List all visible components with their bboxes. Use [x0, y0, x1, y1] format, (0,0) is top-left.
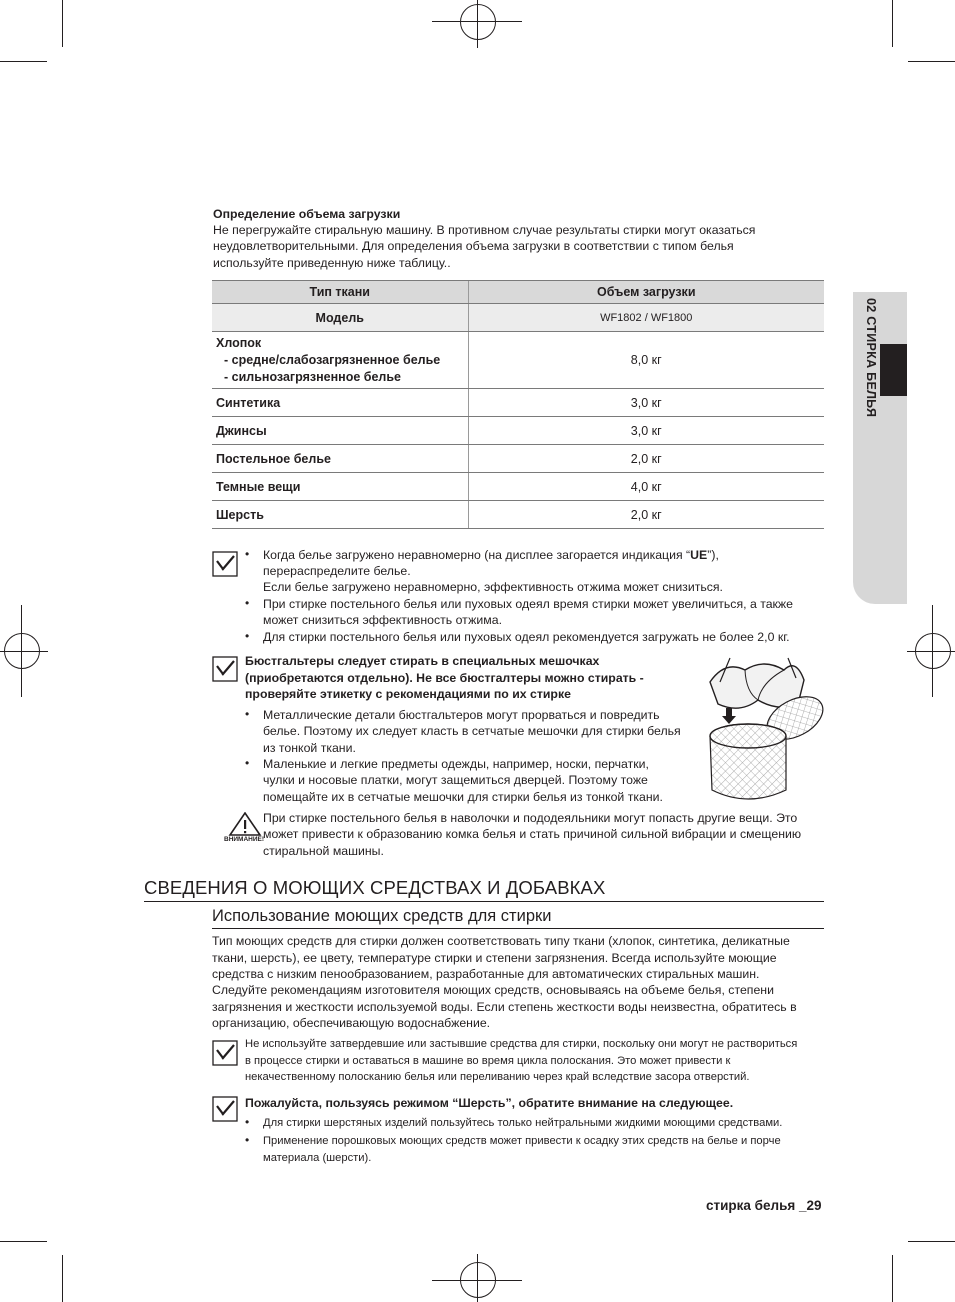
note-text-line: перераспределите белье. — [263, 564, 411, 578]
load-value: 3,0 кг — [468, 389, 824, 417]
caution-text-line: стиральной машины. — [263, 844, 384, 858]
fabric-type: Синтетика — [212, 389, 468, 417]
body-text-line: загрязнения и жесткости используемой воды. Если степень жесткости воды неизвестна, обратитесь в — [212, 1000, 797, 1014]
note-text-line: из тонкой ткани. — [263, 741, 356, 755]
caution-text-line: При стирке постельного белья в наволочки и пододеяльники могут попасть другие вещи. Это — [263, 811, 798, 825]
crop-mark — [62, 1255, 63, 1302]
note-heading-line: проверяйте этикетку с рекомендациями по их стирке — [245, 687, 571, 701]
header-load-volume: Объем загрузки — [468, 281, 824, 304]
crop-mark — [908, 61, 955, 62]
bra-mesh-bag-illustration — [700, 652, 828, 804]
body-text-line: Тип моющих средств для стирки должен соответствовать типу ткани (хлопок, синтетика, деликатные — [212, 934, 790, 948]
note-text-line: может снизиться эффективность отжима. — [263, 613, 502, 627]
section-divider — [144, 901, 824, 902]
bullet: • — [245, 707, 250, 721]
table-model-row — [212, 304, 824, 332]
crop-mark — [908, 1241, 955, 1242]
note-text-line: Маленькие и легкие предметы одежды, например, носки, перчатки, — [263, 757, 649, 771]
fabric-type: Хлопок — [216, 335, 262, 350]
load-value: 3,0 кг — [468, 417, 824, 445]
section-subtitle: Использование моющих средств для стирки — [212, 907, 552, 925]
chapter-tab-marker — [880, 344, 907, 396]
crop-mark — [62, 0, 63, 47]
crop-mark — [0, 61, 47, 62]
table-row — [212, 473, 824, 501]
load-value: 4,0 кг — [468, 473, 824, 501]
fabric-subtype: - сильнозагрязненное белье — [224, 369, 402, 384]
fabric-type: Постельное белье — [212, 445, 468, 473]
note-text-line: в процессе стирки и оставаться в машине во время цикла полоскания. Это может привести к — [245, 1055, 731, 1067]
intro-text-line: используйте приведенную ниже таблицу.. — [213, 256, 451, 270]
note-text-line: помещайте их в сетчатые мешочки для стирки белья из тонкой ткани. — [263, 790, 663, 804]
table-header-row — [212, 281, 824, 304]
intro-text-line: Не перегружайте стиральную машину. В противном случае результаты стирки могут оказаться — [213, 223, 756, 237]
bullet: • — [245, 629, 250, 643]
bullet: • — [245, 1115, 250, 1129]
model-label: Модель — [212, 304, 468, 332]
table-row — [212, 389, 824, 417]
note-text-line: чулки и носовые платки, могут защемиться дверцей. Поэтому тоже — [263, 773, 648, 787]
fabric-type: Темные вещи — [212, 473, 468, 501]
fabric-cell — [212, 332, 468, 389]
model-value: WF1802 / WF1800 — [468, 304, 824, 332]
note-pencil-icon — [212, 551, 238, 577]
load-value: 8,0 кг — [468, 332, 824, 389]
note-text-line: Не используйте затвердевшие или застывшие средства для стирки, поскольку они могут не раствориться — [245, 1038, 798, 1050]
body-text-line: ткани, шерсть), ее цвету, температуре стирки и степени загрязнения. Всегда используйте моющие — [212, 951, 777, 965]
load-heading: Определение объема загрузки — [213, 207, 401, 221]
crop-mark — [0, 1241, 47, 1242]
note-text-line: некачественному полосканию белья или переливанию через край вследствие засора отверстий. — [245, 1071, 750, 1083]
note-text-line: материала (шерсти). — [263, 1152, 372, 1164]
page-footer: стирка белья _29 — [706, 1198, 822, 1213]
load-value: 2,0 кг — [468, 501, 824, 529]
body-text-line: средства с низким пенообразованием, разработанные для автоматических стиральных машин. — [212, 967, 760, 981]
intro-text-line: неудовлетворительными. Для определения объема загрузки в соответствии с типом белья — [213, 239, 734, 253]
subsection-divider — [212, 928, 824, 929]
bullet: • — [245, 547, 250, 561]
note-heading-line: Пожалуйста, пользуясь режимом “Шерсть”, обратите внимание на следующее. — [245, 1096, 734, 1110]
fabric-subtype: - средне/слабозагрязненное белье — [224, 352, 441, 367]
note-text-line: Для стирки постельного белья или пуховых одеял рекомендуется загружать не более 2,0 кг. — [263, 630, 790, 644]
caution-text-line: может привести к образованию комка белья и стать причиной сильной вибрации и смещению — [263, 827, 802, 841]
note-pencil-icon — [212, 656, 238, 682]
bullet: • — [245, 596, 250, 610]
fabric-type: Джинсы — [212, 417, 468, 445]
note-text-line: Когда белье загружено неравномерно (на дисплее загорается индикация “UE”), — [263, 548, 719, 562]
table-row — [212, 332, 824, 389]
table-row — [212, 445, 824, 473]
note-text-line: При стирке постельного белья или пуховых одеял время стирки может увеличиться, а также — [263, 597, 793, 611]
section-title: СВЕДЕНИЯ О МОЮЩИХ СРЕДСТВАХ И ДОБАВКАХ — [144, 877, 606, 898]
body-text-line: организацию, обеспечивающую водоснабжение. — [212, 1016, 491, 1030]
note-text-line: Для стирки шерстяных изделий пользуйтесь только нейтральными жидкими моющими средствами. — [263, 1117, 783, 1129]
note-pencil-icon — [212, 1040, 238, 1066]
note-pencil-icon — [212, 1096, 238, 1122]
header-fabric-type: Тип ткани — [212, 281, 468, 304]
note-text-line: Применение порошковых моющих средств может привести к осадку этих средств на белье и порче — [263, 1135, 781, 1147]
note-text-line: Металлические детали бюстгальтеров могут прорваться и повредить — [263, 708, 660, 722]
warning-label: ВНИМАНИЕ! — [224, 836, 265, 843]
crop-mark — [892, 1255, 893, 1302]
note-text-line: белье. Поэтому их следует класть в сетчатые мешочки для стирки белья — [263, 724, 681, 738]
bullet: • — [245, 756, 250, 770]
table-row — [212, 417, 824, 445]
chapter-tab-label: 02 СТИРКА БЕЛЬЯ — [864, 298, 878, 418]
load-value: 2,0 кг — [468, 445, 824, 473]
note-text-line: Если белье загружено неравномерно, эффективность отжима может снизиться. — [263, 580, 723, 594]
warning-triangle-icon — [224, 812, 265, 844]
note-heading-line: (приобретаются отдельно). Не все бюстгалтеры можно стирать - — [245, 671, 644, 685]
load-capacity-table — [212, 280, 824, 529]
bullet: • — [245, 1133, 250, 1147]
table-row — [212, 501, 824, 529]
fabric-type: Шерсть — [212, 501, 468, 529]
crop-mark — [892, 0, 893, 47]
body-text-line: Следуйте рекомендациям изготовителя моющих средств, основываясь на объеме белья, степени — [212, 983, 774, 997]
note-heading-line: Бюстгальтеры следует стирать в специальных мешочках — [245, 654, 600, 668]
